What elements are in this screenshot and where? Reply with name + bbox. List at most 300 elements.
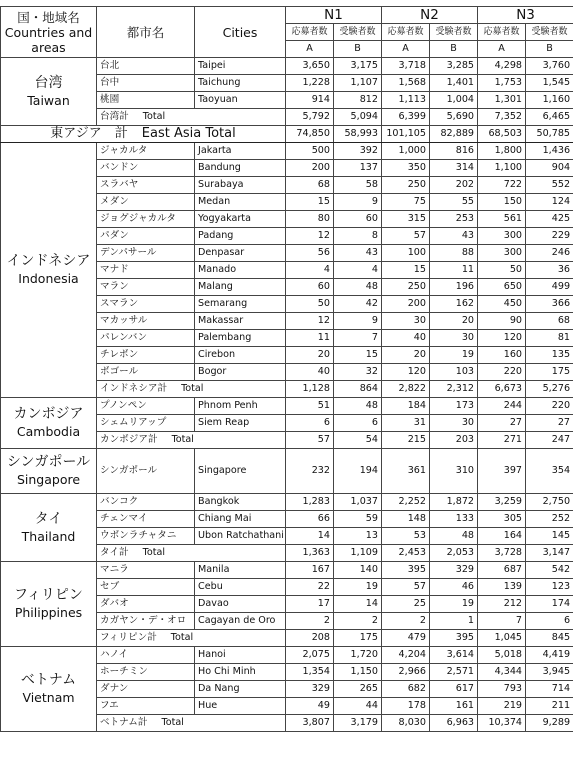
total-value: 1,045 — [478, 630, 526, 647]
total-value: 5,094 — [334, 109, 382, 126]
value-cell: 200 — [382, 296, 430, 313]
value-cell: 137 — [334, 160, 382, 177]
total-value: 8,030 — [382, 715, 430, 732]
value-cell: 3,650 — [286, 58, 334, 75]
value-cell: 8 — [334, 228, 382, 245]
city-name-jp: ハノイ — [97, 647, 195, 664]
value-cell: 4,344 — [478, 664, 526, 681]
city-name-jp: ボゴール — [97, 364, 195, 381]
total-value: 3,147 — [526, 545, 573, 562]
city-name-en: Jakarta — [195, 143, 286, 160]
country-cell — [1, 562, 97, 647]
value-cell: 50 — [478, 262, 526, 279]
value-cell: 15 — [334, 347, 382, 364]
value-cell: 139 — [478, 579, 526, 596]
value-cell: 55 — [430, 194, 478, 211]
city-name-jp: ウボンラチャタニ — [97, 528, 195, 545]
city-name-jp: フエ — [97, 698, 195, 715]
value-cell: 1,872 — [430, 494, 478, 511]
value-cell: 68 — [286, 177, 334, 194]
value-cell: 392 — [334, 143, 382, 160]
value-cell: 265 — [334, 681, 382, 698]
value-cell: 162 — [430, 296, 478, 313]
value-cell: 300 — [478, 228, 526, 245]
value-cell: 5,018 — [478, 647, 526, 664]
value-cell: 58 — [334, 177, 382, 194]
value-cell: 19 — [334, 579, 382, 596]
value-cell: 1,354 — [286, 664, 334, 681]
city-name-jp: ジョグジャカルタ — [97, 211, 195, 228]
value-cell: 4 — [334, 262, 382, 279]
value-cell: 43 — [430, 228, 478, 245]
city-name-jp: 桃園 — [97, 92, 195, 109]
value-cell: 687 — [478, 562, 526, 579]
total-value: 7,352 — [478, 109, 526, 126]
city-name-jp: パレンバン — [97, 330, 195, 347]
value-cell: 56 — [286, 245, 334, 262]
city-name-en: Denpasar — [195, 245, 286, 262]
city-name-en: Semarang — [195, 296, 286, 313]
city-name-jp: 台北 — [97, 58, 195, 75]
value-cell: 714 — [526, 681, 573, 698]
city-name-en: Da Nang — [195, 681, 286, 698]
total-value: 57 — [286, 432, 334, 449]
total-value: 215 — [382, 432, 430, 449]
total-value: 1,128 — [286, 381, 334, 398]
value-cell: 650 — [478, 279, 526, 296]
value-cell: 4 — [286, 262, 334, 279]
east-asia-total-value: 50,785 — [526, 126, 573, 143]
value-cell: 561 — [478, 211, 526, 228]
value-cell: 9 — [334, 313, 382, 330]
value-cell: 6 — [526, 613, 573, 630]
value-cell: 148 — [382, 511, 430, 528]
total-label-jp: インドネシア計 — [100, 383, 168, 394]
value-cell: 816 — [430, 143, 478, 160]
city-name-en: Makassar — [195, 313, 286, 330]
value-cell: 17 — [286, 596, 334, 613]
east-asia-total-value: 74,850 — [286, 126, 334, 143]
header-col-b: B — [334, 41, 382, 58]
city-name-en: Malang — [195, 279, 286, 296]
value-cell: 1,545 — [526, 75, 573, 92]
city-name-jp: マナド — [97, 262, 195, 279]
value-cell: 3,614 — [430, 647, 478, 664]
value-cell: 617 — [430, 681, 478, 698]
total-value: 54 — [334, 432, 382, 449]
total-value: 1,109 — [334, 545, 382, 562]
value-cell: 15 — [286, 194, 334, 211]
total-label-en: Total — [170, 632, 194, 643]
east-asia-total-value: 101,105 — [382, 126, 430, 143]
value-cell: 173 — [430, 398, 478, 415]
value-cell: 1,228 — [286, 75, 334, 92]
value-cell: 59 — [334, 511, 382, 528]
total-value: 9,289 — [526, 715, 573, 732]
total-label-en: Total — [161, 717, 184, 728]
table-row — [1, 562, 573, 579]
value-cell: 164 — [478, 528, 526, 545]
value-cell: 202 — [430, 177, 478, 194]
value-cell: 1,160 — [526, 92, 573, 109]
city-name-en: Taipei — [195, 58, 286, 75]
city-name-en: Siem Reap — [195, 415, 286, 432]
country-cell — [1, 449, 97, 494]
value-cell: 175 — [526, 364, 573, 381]
header-applicants: 応募者数 — [286, 24, 334, 41]
value-cell: 81 — [526, 330, 573, 347]
value-cell: 27 — [526, 415, 573, 432]
header-col-b: B — [526, 41, 573, 58]
value-cell: 450 — [478, 296, 526, 313]
value-cell: 314 — [430, 160, 478, 177]
value-cell: 75 — [382, 194, 430, 211]
value-cell: 9 — [334, 194, 382, 211]
total-value: 6,963 — [430, 715, 478, 732]
value-cell: 253 — [430, 211, 478, 228]
city-name-en: Manila — [195, 562, 286, 579]
city-name-en: Medan — [195, 194, 286, 211]
value-cell: 232 — [286, 449, 334, 494]
total-value: 3,807 — [286, 715, 334, 732]
value-cell: 6 — [334, 415, 382, 432]
total-value: 6,399 — [382, 109, 430, 126]
value-cell: 354 — [526, 449, 573, 494]
value-cell: 31 — [382, 415, 430, 432]
value-cell: 15 — [382, 262, 430, 279]
table-row — [1, 58, 573, 75]
total-value: 271 — [478, 432, 526, 449]
value-cell: 2 — [382, 613, 430, 630]
value-cell: 60 — [286, 279, 334, 296]
total-label-jp: ベトナム計 — [100, 717, 148, 728]
city-name-en: Ubon Ratchathani — [195, 528, 286, 545]
value-cell: 12 — [286, 313, 334, 330]
country-name-en: Taiwan — [27, 92, 70, 108]
value-cell: 3,259 — [478, 494, 526, 511]
value-cell: 20 — [382, 347, 430, 364]
city-name-en: Palembang — [195, 330, 286, 347]
value-cell: 36 — [526, 262, 573, 279]
total-value: 2,312 — [430, 381, 478, 398]
city-name-jp: スラバヤ — [97, 177, 195, 194]
value-cell: 124 — [526, 194, 573, 211]
value-cell: 1,107 — [334, 75, 382, 92]
value-cell: 219 — [478, 698, 526, 715]
value-cell: 914 — [286, 92, 334, 109]
total-value: 6,465 — [526, 109, 573, 126]
value-cell: 350 — [382, 160, 430, 177]
country-name-en: Thailand — [21, 528, 76, 544]
city-name-en: Taichung — [195, 75, 286, 92]
total-label — [97, 630, 286, 647]
value-cell: 22 — [286, 579, 334, 596]
total-value: 3,179 — [334, 715, 382, 732]
value-cell: 160 — [478, 347, 526, 364]
total-value: 479 — [382, 630, 430, 647]
total-label — [97, 109, 286, 126]
value-cell: 19 — [430, 596, 478, 613]
country-cell — [1, 494, 97, 562]
city-name-jp: セブ — [97, 579, 195, 596]
value-cell: 1,301 — [478, 92, 526, 109]
country-name-jp: インドネシア — [6, 253, 91, 269]
value-cell: 1,401 — [430, 75, 478, 92]
value-cell: 315 — [382, 211, 430, 228]
city-name-en: Hue — [195, 698, 286, 715]
total-value: 845 — [526, 630, 573, 647]
value-cell: 48 — [430, 528, 478, 545]
header-col-a: A — [286, 41, 334, 58]
value-cell: 1,800 — [478, 143, 526, 160]
value-cell: 4,298 — [478, 58, 526, 75]
table-row — [1, 143, 573, 160]
value-cell: 1,037 — [334, 494, 382, 511]
total-label — [97, 381, 286, 398]
value-cell: 1,753 — [478, 75, 526, 92]
value-cell: 3,285 — [430, 58, 478, 75]
total-value: 3,728 — [478, 545, 526, 562]
table-row — [1, 398, 573, 415]
header-country-jp: 国・地域名 — [17, 9, 80, 25]
value-cell: 88 — [430, 245, 478, 262]
country-name-jp: フィリピン — [14, 587, 83, 603]
value-cell: 395 — [382, 562, 430, 579]
header-col-a: A — [382, 41, 430, 58]
value-cell: 3,175 — [334, 58, 382, 75]
header-examinees: 受験者数 — [526, 24, 573, 41]
value-cell: 220 — [478, 364, 526, 381]
city-name-jp: ホーチミン — [97, 664, 195, 681]
city-name-jp: メダン — [97, 194, 195, 211]
country-name-jp: 台湾 — [34, 74, 63, 91]
value-cell: 220 — [526, 398, 573, 415]
value-cell: 2,966 — [382, 664, 430, 681]
total-value: 1,363 — [286, 545, 334, 562]
city-name-en: Bangkok — [195, 494, 286, 511]
value-cell: 48 — [334, 279, 382, 296]
city-name-en: Bogor — [195, 364, 286, 381]
country-name-jp: カンボジア — [13, 406, 84, 422]
value-cell: 250 — [382, 279, 430, 296]
value-cell: 793 — [478, 681, 526, 698]
value-cell: 329 — [430, 562, 478, 579]
table-body — [1, 7, 573, 732]
city-name-jp: チレボン — [97, 347, 195, 364]
value-cell: 3,760 — [526, 58, 573, 75]
value-cell: 1,113 — [382, 92, 430, 109]
city-name-en: Taoyuan — [195, 92, 286, 109]
value-cell: 27 — [478, 415, 526, 432]
value-cell: 2,750 — [526, 494, 573, 511]
header-col-b: B — [430, 41, 478, 58]
total-value: 2,453 — [382, 545, 430, 562]
value-cell: 66 — [286, 511, 334, 528]
city-name-en: Cebu — [195, 579, 286, 596]
total-value: 5,276 — [526, 381, 573, 398]
value-cell: 135 — [526, 347, 573, 364]
value-cell: 80 — [286, 211, 334, 228]
value-cell: 103 — [430, 364, 478, 381]
city-name-jp: カガヤン・デ・オロ — [97, 613, 195, 630]
value-cell: 425 — [526, 211, 573, 228]
city-name-en: Chiang Mai — [195, 511, 286, 528]
city-name-en: Ho Chi Minh — [195, 664, 286, 681]
value-cell: 252 — [526, 511, 573, 528]
value-cell: 1,000 — [382, 143, 430, 160]
header-applicants: 応募者数 — [382, 24, 430, 41]
country-cell — [1, 647, 97, 732]
city-name-jp: シンガポール — [97, 449, 195, 494]
value-cell: 50 — [286, 296, 334, 313]
value-cell: 167 — [286, 562, 334, 579]
value-cell: 123 — [526, 579, 573, 596]
country-name-en: Philippines — [14, 605, 83, 620]
value-cell: 397 — [478, 449, 526, 494]
city-name-jp: マニラ — [97, 562, 195, 579]
value-cell: 250 — [382, 177, 430, 194]
total-label-en: Total — [181, 383, 204, 394]
value-cell: 53 — [382, 528, 430, 545]
city-name-jp: 台中 — [97, 75, 195, 92]
value-cell: 212 — [478, 596, 526, 613]
header-applicants: 応募者数 — [478, 24, 526, 41]
total-value: 6,673 — [478, 381, 526, 398]
value-cell: 46 — [430, 579, 478, 596]
total-value: 864 — [334, 381, 382, 398]
header-n3: N3 — [478, 7, 573, 24]
east-asia-total-label — [1, 126, 286, 143]
value-cell: 30 — [430, 415, 478, 432]
value-cell: 2 — [286, 613, 334, 630]
header-examinees: 受験者数 — [430, 24, 478, 41]
value-cell: 329 — [286, 681, 334, 698]
city-name-en: Surabaya — [195, 177, 286, 194]
value-cell: 90 — [478, 313, 526, 330]
value-cell: 174 — [526, 596, 573, 613]
value-cell: 49 — [286, 698, 334, 715]
east-asia-total-value: 68,503 — [478, 126, 526, 143]
country-cell — [1, 398, 97, 449]
value-cell: 682 — [382, 681, 430, 698]
value-cell: 1,568 — [382, 75, 430, 92]
header-country — [1, 7, 97, 58]
value-cell: 11 — [430, 262, 478, 279]
city-name-en: Cagayan de Oro — [195, 613, 286, 630]
total-label-jp: タイ計 — [100, 547, 129, 558]
value-cell: 1,720 — [334, 647, 382, 664]
value-cell: 812 — [334, 92, 382, 109]
value-cell: 211 — [526, 698, 573, 715]
east-asia-total-en: East Asia Total — [141, 126, 236, 141]
value-cell: 7 — [478, 613, 526, 630]
table-row — [1, 494, 573, 511]
value-cell: 14 — [286, 528, 334, 545]
value-cell: 140 — [334, 562, 382, 579]
header-city-en: Cities — [195, 7, 286, 58]
value-cell: 13 — [334, 528, 382, 545]
value-cell: 200 — [286, 160, 334, 177]
total-value: 247 — [526, 432, 573, 449]
value-cell: 1,150 — [334, 664, 382, 681]
value-cell: 3,945 — [526, 664, 573, 681]
total-value: 2,822 — [382, 381, 430, 398]
value-cell: 40 — [382, 330, 430, 347]
total-label-jp: カンボジア計 — [100, 434, 158, 445]
value-cell: 310 — [430, 449, 478, 494]
value-cell: 194 — [334, 449, 382, 494]
value-cell: 1 — [430, 613, 478, 630]
total-label-en: Total — [171, 434, 194, 445]
city-name-jp: マラン — [97, 279, 195, 296]
table-row — [1, 449, 573, 494]
total-value: 175 — [334, 630, 382, 647]
value-cell: 4,204 — [382, 647, 430, 664]
city-name-jp: ダナン — [97, 681, 195, 698]
table-row — [1, 647, 573, 664]
value-cell: 305 — [478, 511, 526, 528]
total-label — [97, 545, 286, 562]
value-cell: 43 — [334, 245, 382, 262]
east-asia-total-value: 58,993 — [334, 126, 382, 143]
value-cell: 184 — [382, 398, 430, 415]
value-cell: 1,004 — [430, 92, 478, 109]
city-name-en: Singapore — [195, 449, 286, 494]
city-name-en: Padang — [195, 228, 286, 245]
value-cell: 40 — [286, 364, 334, 381]
value-cell: 57 — [382, 579, 430, 596]
value-cell: 196 — [430, 279, 478, 296]
value-cell: 60 — [334, 211, 382, 228]
city-name-en: Manado — [195, 262, 286, 279]
total-value: 2,053 — [430, 545, 478, 562]
value-cell: 722 — [478, 177, 526, 194]
value-cell: 120 — [382, 364, 430, 381]
city-name-jp: バンドン — [97, 160, 195, 177]
value-cell: 150 — [478, 194, 526, 211]
value-cell: 499 — [526, 279, 573, 296]
total-label-jp: 台湾計 — [100, 111, 129, 122]
value-cell: 244 — [478, 398, 526, 415]
value-cell: 51 — [286, 398, 334, 415]
value-cell: 2 — [334, 613, 382, 630]
value-cell: 11 — [286, 330, 334, 347]
value-cell: 145 — [526, 528, 573, 545]
country-name-jp: タイ — [34, 510, 63, 527]
value-cell: 42 — [334, 296, 382, 313]
value-cell: 4,419 — [526, 647, 573, 664]
total-label — [97, 432, 286, 449]
value-cell: 14 — [334, 596, 382, 613]
city-name-en: Davao — [195, 596, 286, 613]
total-label-en: Total — [142, 547, 165, 558]
city-name-jp: バンコク — [97, 494, 195, 511]
country-name-en: Vietnam — [22, 690, 75, 705]
east-asia-total-jp: 東アジア 計 — [50, 126, 128, 141]
value-cell: 2,252 — [382, 494, 430, 511]
total-label-jp: フィリピン計 — [100, 632, 157, 643]
value-cell: 3,718 — [382, 58, 430, 75]
value-cell: 904 — [526, 160, 573, 177]
city-name-en: Bandung — [195, 160, 286, 177]
total-value: 208 — [286, 630, 334, 647]
value-cell: 30 — [430, 330, 478, 347]
value-cell: 120 — [478, 330, 526, 347]
value-cell: 300 — [478, 245, 526, 262]
header-n2: N2 — [382, 7, 478, 24]
value-cell: 30 — [382, 313, 430, 330]
city-name-jp: チェンマイ — [97, 511, 195, 528]
